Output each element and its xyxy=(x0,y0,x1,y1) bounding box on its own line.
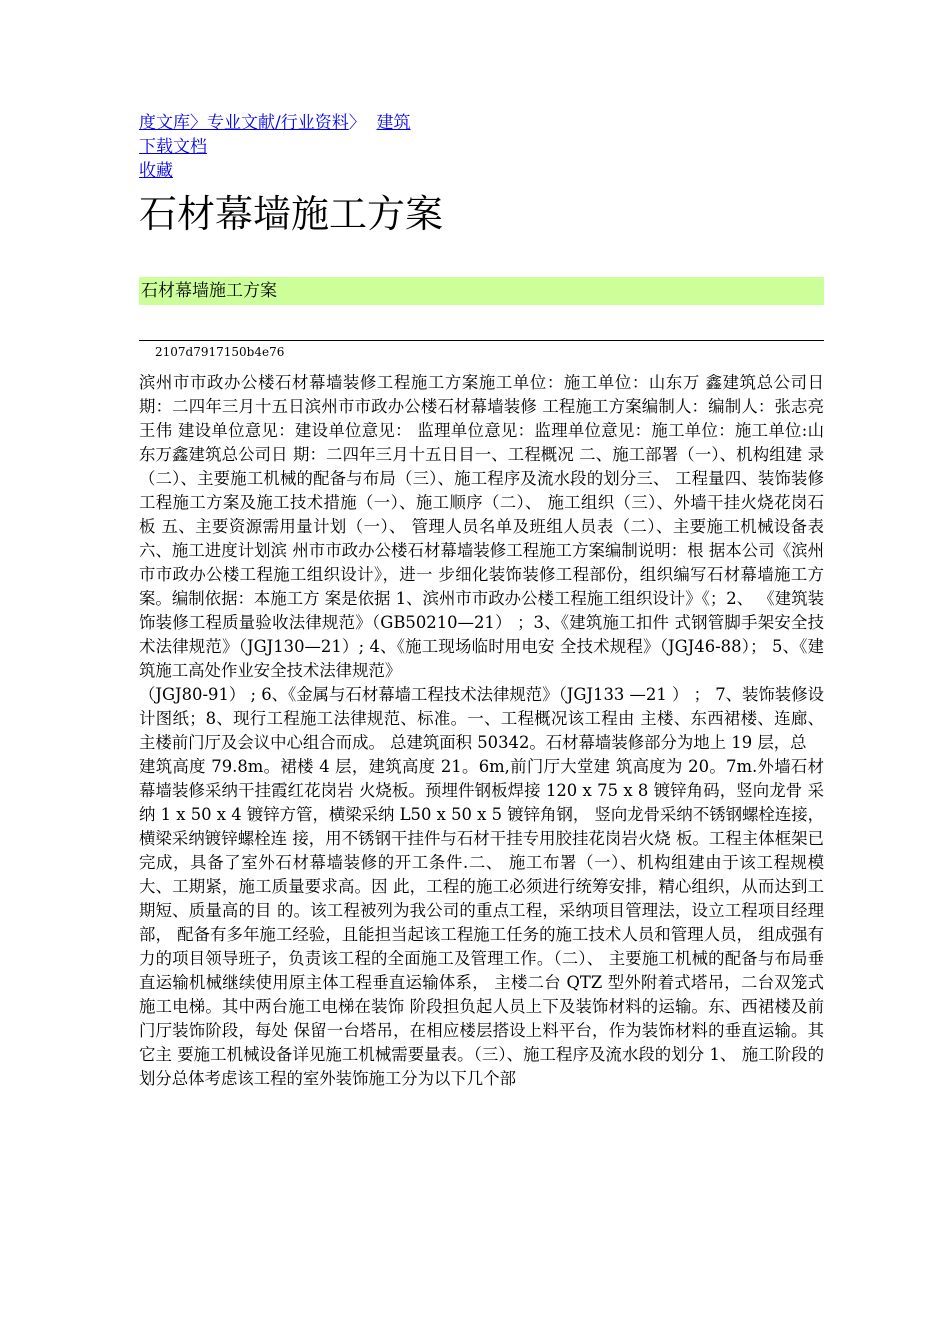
breadcrumb xyxy=(139,111,411,135)
document-id: 2107d7917150b4e76 xyxy=(155,345,285,359)
breadcrumb-item-professional[interactable]: 专业文献/行业资料 xyxy=(207,113,349,133)
subtitle-bar xyxy=(139,277,824,305)
subtitle-text: 石材幕墙施工方案 xyxy=(141,281,277,301)
body-paragraph: 滨州市市政办公楼石材幕墙装修工程施工方案施工单位：施工单位：山东万 鑫建筑总公司日期：二四年三月十五日滨州市市政办公楼石材幕墙装修 工程施工方案编制人：编制人：张志亮王伟 建设单位意见：建设单位意见： 监理单位意见：监理单位意见：施工单位：施工单位:山东万鑫建筑总公司日 期：二四年三月十五日目一、工程概况 二、施工部署（一）、机构组建 录（二）、主要施工机械的配备与布局（三）、施工程序及流水段的划分三、 工程量四、装饰装修工程施工方案及施工技术措施（一）、施工顺序（二）、 施工组织（三）、外墙干挂火烧花岗石板 五、主要资源需用量计划（一）、 管理人员名单及班组人员表（二）、主要施工机械设备表六、施工进度计划滨 州市市政办公楼石材幕墙装修工程施工方案编制说明：根 据本公司《滨州市市政办公楼工程施工组织设计》，进一 步细化装饰装修工程部份，组织编写石材幕墙施工方案。编制依据：本施工方 案是依据 1、滨州市市政办公楼工程施工组织设计》《；2、 《建筑装饰装修工程质量验收法律规范》（GB50210—21） ；3、《建筑施工扣件 式钢管脚手架安全技术法律规范》（JGJ130—21）; 4、《施工现场临时用电安 全技术规程》（JGJ46-88）； 5、《建筑施工高处作业安全技术法律规范》 xyxy=(139,373,824,680)
favorite-link[interactable]: 收藏 xyxy=(139,161,173,181)
divider xyxy=(139,340,824,341)
breadcrumb-separator: 〉 xyxy=(348,113,366,133)
breadcrumb-item-wenku[interactable]: 度文库〉 xyxy=(139,113,207,133)
body-paragraph: （JGJ80-91） ; 6、《金属与石材幕墙工程技术法律规范》（JGJ133 —21 ） ； 7、装饰装修设计图纸；8、现行工程施工法律规范、标准。一、工程概况该工程由 主楼、东西裙楼、连廊、主楼前门厅及会议中心组合而成。 总建筑面积 50342。石材幕墙装修部分为地上 19 层，总 xyxy=(139,685,824,752)
page-title: 石材幕墙施工方案 xyxy=(139,192,444,236)
download-link[interactable]: 下载文档 xyxy=(139,137,207,157)
favorite-row xyxy=(139,159,173,183)
breadcrumb-item-architecture[interactable]: 建筑 xyxy=(376,113,411,133)
body-paragraph: 建筑高度 79.8m。裙楼 4 层，建筑高度 21。6m,前门厅大堂建 筑高度为 20。7m.外墙石材幕墙装修采纳干挂霞红花岗岩 火烧板。预埋件钢板焊接 120 x 75 x 8 镀锌角码，竖向龙骨 采纳 1 x 50 x 4 镀锌方管，横梁采纳 L50 x 50 x 5 镀锌角钢， 竖向龙骨采纳不锈钢螺栓连接，横梁采纳镀锌螺栓连 接，用不锈钢干挂件与石材干挂专用胶挂花岗岩火烧 板。工程主体框架已完成，具备了室外石材幕墙装修的开工条件.二、 施工布署（一）、机构组建由于该工程规模大、工期紧，施工质量要求高。因 此，工程的施工必须进行统筹安排，精心组织，从而达到工期短、质量高的目 的。该工程被列为我公司的重点工程，采纳项目管理法，设立工程项目经理部， 配备有多年施工经验，且能担当起该工程施工任务的施工技术人员和管理人员， 组成强有力的项目领导班子，负责该工程的全面施工及管理工作。（二）、 主要施工机械的配备与布局垂直运输机械继续使用原主体工程垂直运输体系， 主楼二台 QTZ 型外附着式塔吊，二台双笼式施工电梯。其中两台施工电梯在装饰 阶段担负起人员上下及装饰材料的运输。东、西裙楼及前门厅装饰阶段，每处 保留一台塔吊，在相应楼层搭设上料平台，作为装饰材料的垂直运输。其它主 要施工机械设备详见施工机械需要量表。（三）、施工程序及流水段的划分 1、 施工阶段的划分总体考虑该工程的室外装饰施工分为以下几个部 xyxy=(139,757,824,1088)
document-body xyxy=(139,371,824,1091)
download-row xyxy=(139,135,207,159)
